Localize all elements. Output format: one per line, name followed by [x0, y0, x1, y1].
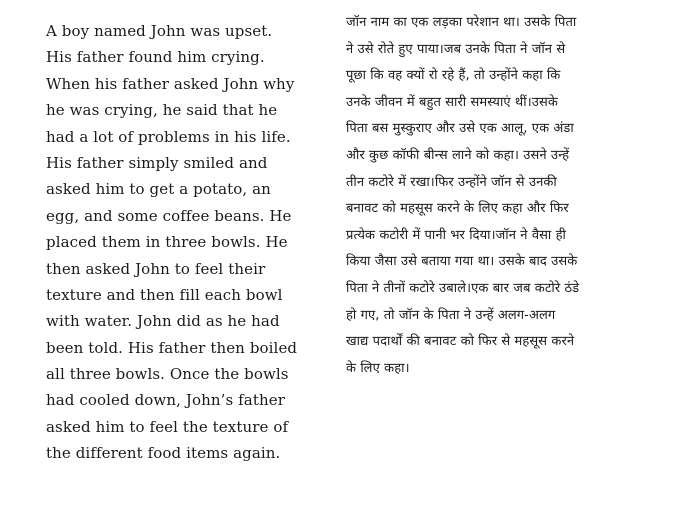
english-line: been told. His father then boiled — [46, 338, 298, 357]
english-line: had cooled down, John’s father — [46, 391, 285, 410]
english-line: then asked John to feel their — [46, 259, 266, 278]
hindi-line: के लिए कहा। — [346, 360, 410, 376]
hindi-line: बनावट को महसूस करने के लिए कहा और फिर — [346, 201, 569, 217]
hindi-line: जॉन नाम का एक लड़का परेशान था। उसके पिता — [346, 15, 577, 30]
english-line: had a lot of problems in his life. — [46, 127, 291, 146]
english-line: egg, and some coffee beans. He — [46, 206, 292, 225]
hindi-paragraph — [346, 10, 656, 382]
hindi-line: ने उसे रोते हुए पाया।जब उनके पिता ने जॉन से — [346, 41, 566, 57]
hindi-line: पूछा कि वह क्यों रो रहे हैं, तो उन्होंने कहा कि — [346, 68, 561, 84]
english-line: A boy named John was upset. — [46, 22, 273, 40]
hindi-line: तीन कटोरे में रखा।फिर उन्होंने जॉन से उनकी — [346, 174, 557, 190]
english-line: all three bowls. Once the bowls — [46, 365, 289, 384]
english-line: His father simply smiled and — [46, 153, 268, 172]
english-line: texture and then fill each bowl — [46, 285, 283, 304]
english-line: asked him to feel the texture of — [46, 417, 289, 436]
english-paragraph — [46, 18, 326, 467]
english-line: with water. John did as he had — [46, 312, 280, 331]
hindi-line: पिता बस मुस्कुराए और उसे एक आलू, एक अंडा — [346, 121, 574, 137]
hindi-line: और कुछ कॉफी बीन्स लाने को कहा। उसने उन्हें — [346, 147, 570, 163]
hindi-line: पिता ने तीनों कटोरे उबाले।एक बार जब कटोरे ठंडे — [346, 280, 580, 296]
english-line: asked him to get a potato, an — [46, 180, 271, 199]
english-line: he was crying, he said that he — [46, 101, 278, 120]
hindi-line: किया जैसा उसे बताया गया था। उसके बाद उसके — [346, 254, 578, 270]
english-line: His father found him crying. — [46, 48, 265, 67]
english-line: the different food items again. — [46, 444, 281, 463]
hindi-line: उनके जीवन में बहुत सारी समस्याएं थीं।उसके — [346, 94, 558, 110]
english-line: placed them in three bowls. He — [46, 233, 288, 252]
hindi-line: हो गए, तो जॉन के पिता ने उन्हें अलग-अलग — [346, 307, 556, 323]
hindi-line: प्रत्येक कटोरी में पानी भर दिया।जॉन ने वैसा ही — [346, 227, 566, 243]
english-line: When his father asked John why — [46, 74, 295, 93]
hindi-line: खाद्य पदार्थों की बनावट को फिर से महसूस करने — [346, 334, 575, 350]
